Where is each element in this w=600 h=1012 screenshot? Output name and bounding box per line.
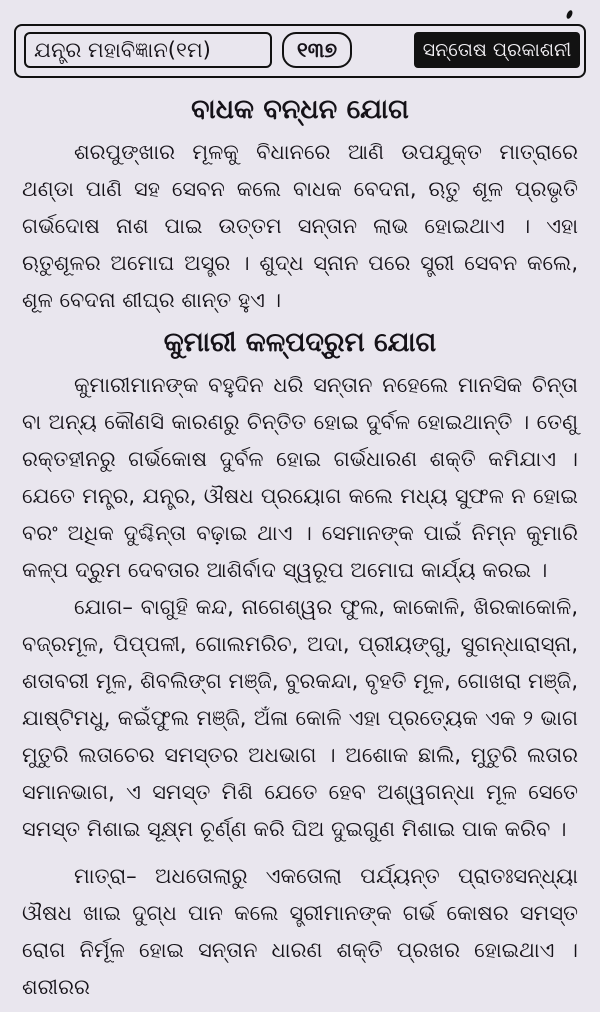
- paragraph-text: ଶରପୁଙ୍ଖାର ମୂଳକୁ ବିଧାନରେ ଆଣି ଉପଯୁକ୍ତ ମାତ୍ରାରେ ଥଣ୍ଡା ପାଣି ସହ ସେବନ କଲେ ବାଧକ ବେଦନା, ଋତୁ ଶୂଳ ପ୍ରଭୃତି ଗର୍ଭଦୋଷ ନାଶ ପାଇ ଉତ୍ତମ ସନ୍ତାନ ଲାଭ ହୋଇଥାଏ । ଏହା ଋତୁଶୂଳର ଅମୋଘ ଅସ୍ତ୍ର । ଶୁଦ୍ଧ ସ୍ନାନ ପରେ ସ୍ତ୍ରୀ ସେବନ କଲେ, ଶୂଳ ବେଦନା ଶୀଘ୍ର ଶାନ୍ତ ହୁଏ ।: [22, 140, 578, 312]
- paragraph-text: କୁମାରୀମାନଙ୍କ ବହୁଦିନ ଧରି ସନ୍ତାନ ନହେଲେ ମାନସିକ ଚିନ୍ତା ବା ଅନ୍ୟ କୌଣସି କାରଣରୁ ଚିନ୍ତିତ ହୋଇ ଦୁର୍ବଳ ହୋଇଥାନ୍ତି । ତେଣୁ ରକ୍ତହୀନରୁ ଗର୍ଭକୋଷ ଦୁର୍ବଳ ହୋଇ ଗର୍ଭଧାରଣ ଶକ୍ତି କମିଯାଏ । ଯେତେ ମନ୍ତ୍ର, ଯନ୍ତ୍ର, ଔଷଧ ପ୍ରୟୋଗ କଲେ ମଧ୍ୟ ସୁଫଳ ନ ହୋଇ ବରଂ ଅଧିକ ଦୁଶ୍ଚିନ୍ତା ବଢ଼ାଇ ଥାଏ । ସେମାନଙ୍କ ପାଇଁ ନିମ୍ନ କୁମାରି କଳ୍ପ ଦ୍ରୁମ ଦେବତାର ଆଶିର୍ବାଦ ସ୍ୱରୂପ ଅମୋଘ କାର୍ଯ୍ୟ କରଇ ।: [22, 373, 578, 582]
- book-title: ଯନ୍ତ୍ର ମହାବିଜ୍ଞାନ(୧ମ): [24, 32, 272, 68]
- paragraph: [22, 589, 578, 848]
- paragraph: [22, 134, 578, 319]
- paragraph-text: ଯୋଗ– ବାଗୁହି କନ୍ଦ, ନାଗେଶ୍ୱର ଫୁଲ, କାକୋଳି, ଖିରକାକୋଳି, ବଜ୍ରମୂଳ, ପିପ୍ପଳୀ, ଗୋଲମରିଚ, ଅଦା, ପ୍ରୀୟଙ୍ଗୁ, ସୁଗନ୍ଧାରାସ୍ନା, ଶତାବରୀ ମୂଳ, ଶିବଲିଙ୍ଗ ମଞ୍ଜି, ବୁରକନ୍ଦା, ବୃହତି ମୂଳ, ଗୋଖରା ମଞ୍ଜି, ଯାଷ୍ଟିମଧୁ, କଇଁଫୁଲ ମଞ୍ଜି, ଅଁଳା କୋଳି ଏହା ପ୍ରତ୍ୟେକ ଏକ ୨ ଭାଗ ମୁତୁରି ଲତାଚେର ସମସ୍ତର ଅଧଭାଗ । ଅଶୋକ ଛାଲି, ମୁତୁରି ଲତାର ସମାନଭାଗ, ଏ ସମସ୍ତ ମିଶି ଯେତେ ହେବ ଅଶ୍ୱଗନ୍ଧା ମୂଳ ସେତେ ସମସ୍ତ ମିଶାଇ ସୂକ୍ଷ୍ମ ଚୂର୍ଣ୍ଣ କରି ଘିଅ ଦୁଇଗୁଣ ମିଶାଇ ପାକ କରିବ ।: [22, 595, 578, 841]
- publisher-badge: ସନ୍ତୋଷ ପ୍ରକାଶନୀ: [414, 32, 580, 68]
- paragraph: [22, 858, 578, 1006]
- ink-speck: [565, 9, 573, 19]
- paragraph-text: ମାତ୍ରା– ଅଧତୋଲାରୁ ଏକତୋଲା ପର୍ଯ୍ୟନ୍ତ ପ୍ରାତଃସନ୍ଧ୍ୟା ଔଷଧ ଖାଇ ଦୁଗ୍ଧ ପାନ କଲେ ସ୍ତ୍ରୀମାନଙ୍କ ଗର୍ଭ କୋଷର ସମସ୍ତ ରୋଗ ନିର୍ମୂଳ ହୋଇ ସନ୍ତାନ ଧାରଣ ଶକ୍ତି ପ୍ରଖର ହୋଇଥାଏ । ଶରୀରର: [22, 864, 578, 999]
- page-number: ୧୩୭: [282, 32, 352, 68]
- section-heading: ବାଧକ ବନ୍ଧନ ଯୋଗ: [191, 94, 409, 125]
- page-content: [22, 86, 578, 1006]
- paragraph: [22, 367, 578, 589]
- section-heading: କୁମାରୀ କଳ୍ପଦ୍ରୁମ ଯୋଗ: [163, 327, 437, 358]
- page-header: [14, 24, 586, 78]
